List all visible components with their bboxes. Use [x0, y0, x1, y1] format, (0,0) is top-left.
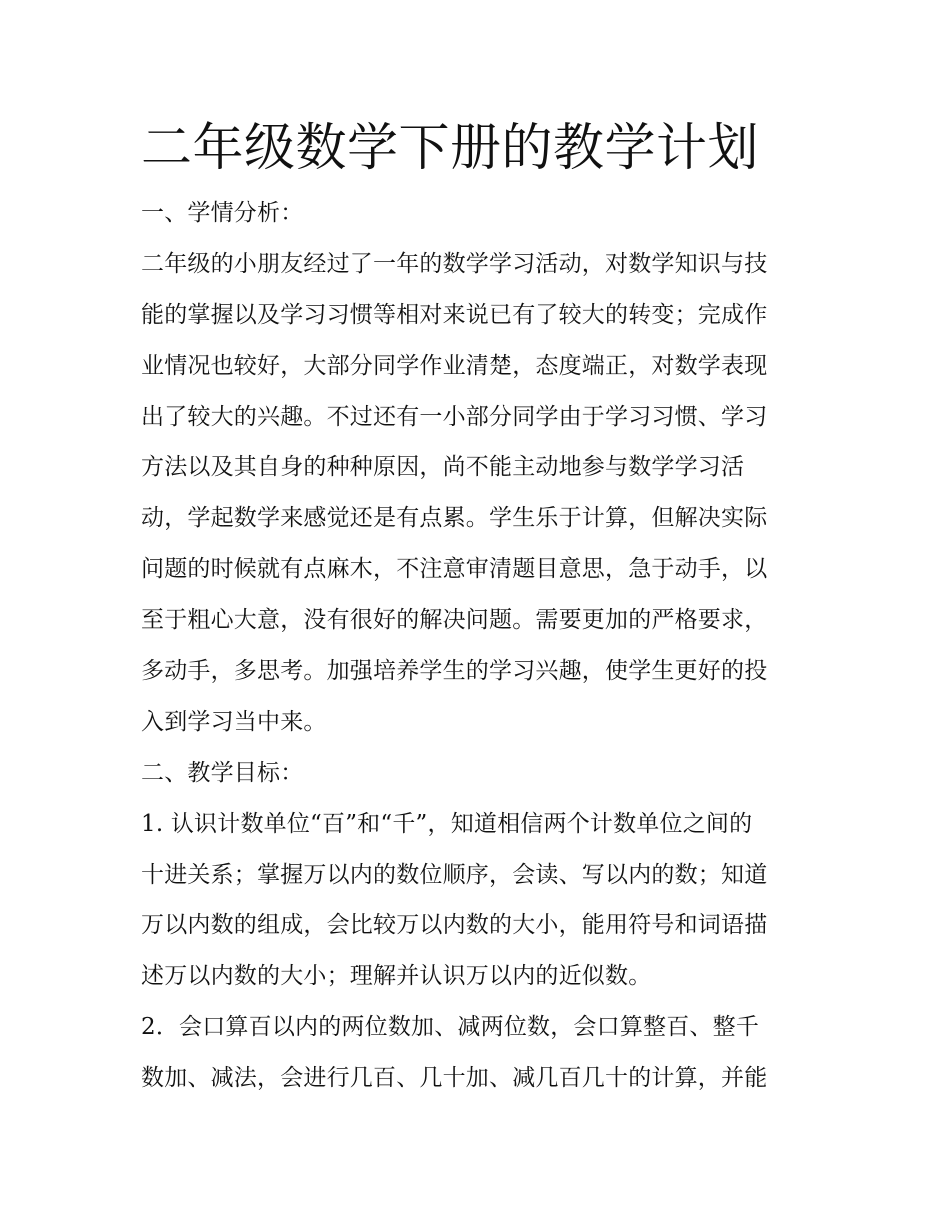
section-heading-analysis: 一、学情分析： [141, 200, 304, 226]
paragraph-line: 至于粗心大意，没有很好的解决问题。需要更加的严格要求， [141, 607, 768, 634]
section-heading-goals: 二、教学目标： [141, 759, 304, 786]
goal-item-line: 十进关系；掌握万以内的数位顺序，会读、写以内的数；知道 [141, 861, 768, 888]
paragraph-line: 出了较大的兴趣。不过还有一小部分同学由于学习习惯、学习 [141, 403, 768, 430]
goal-item-line: 1. 认识计数单位“百”和“千”，知道相信两个计数单位之间的 [141, 810, 753, 837]
paragraph-line: 多动手，多思考。加强培养学生的学习兴趣，使学生更好的投 [141, 658, 768, 685]
paragraph-line: 业情况也较好，大部分同学作业清楚，态度端正，对数学表现 [141, 352, 768, 379]
paragraph-line: 方法以及其自身的种种原因，尚不能主动地参与数学学习活 [141, 454, 745, 481]
paragraph-line: 能的掌握以及学习习惯等相对来说已有了较大的转变；完成作 [141, 301, 768, 328]
goal-item-line: 万以内数的组成，会比较万以内数的大小，能用符号和词语描 [141, 912, 768, 939]
paragraph-line: 二年级的小朋友经过了一年的数学学习活动，对数学知识与技 [141, 250, 768, 277]
document-title: 二年级数学下册的教学计划 [141, 119, 760, 178]
paragraph-line: 问题的时候就有点麻木，不注意审清题目意思，急于动手，以 [141, 556, 768, 583]
paragraph-line: 入到学习当中来。 [141, 708, 327, 735]
goal-item-line: 2．会口算百以内的两位数加、减两位数，会口算整百、整千 [141, 1014, 760, 1041]
document-body [141, 118, 813, 1110]
goal-item-line: 数加、减法，会进行几百、几十加、减几百几十的计算，并能 [141, 1065, 768, 1092]
paragraph-line: 动，学起数学来感觉还是有点累。学生乐于计算，但解决实际 [141, 505, 768, 532]
goal-item-line: 述万以内数的大小；理解并认识万以内的近似数。 [141, 963, 652, 990]
